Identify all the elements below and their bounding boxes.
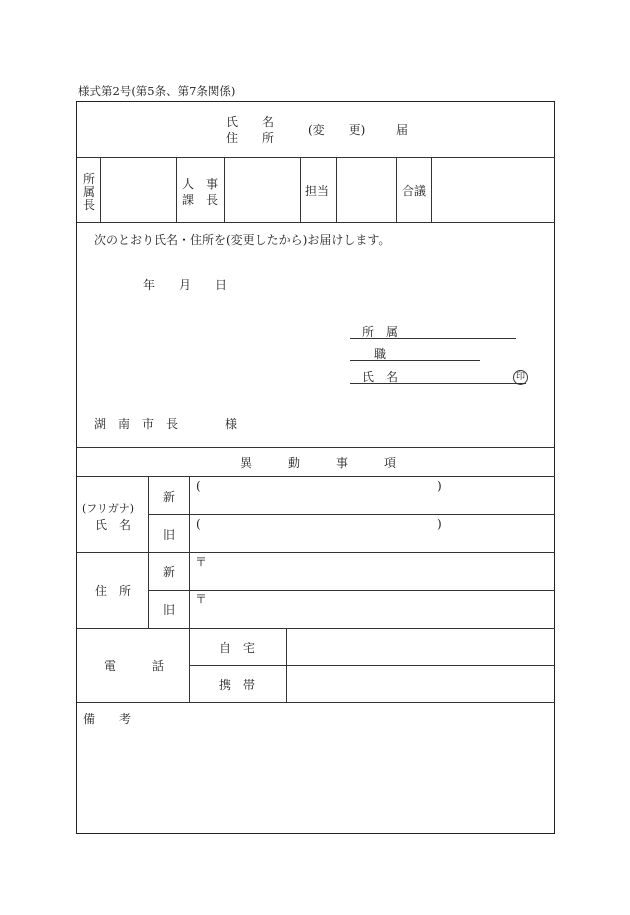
furigana-label: (フリガナ) (82, 502, 135, 515)
rule-address-new-old (148, 590, 555, 591)
name-new-label: 新 (163, 490, 176, 504)
title-address: 住 所 (226, 131, 275, 145)
rule-approval-bottom (77, 222, 555, 223)
approval-divider-4 (300, 158, 301, 222)
name-old-paren-close: ) (437, 517, 442, 531)
approval-divider-7 (431, 158, 432, 222)
name-old-label: 旧 (163, 528, 176, 542)
title-change: (変 更) (308, 123, 366, 137)
rule-address-bottom (77, 628, 555, 629)
changes-label-divider (148, 477, 149, 628)
mobile-phone-label: 携 帯 (219, 678, 256, 692)
address-new-label: 新 (163, 565, 176, 579)
dept-head-char-2: 属 (83, 185, 96, 199)
affiliation-underline (350, 338, 516, 339)
phone-type-divider (286, 629, 287, 702)
approval-divider-5 (336, 158, 337, 222)
honorific: 様 (225, 417, 238, 431)
rule-phone-bottom (77, 702, 555, 703)
applicant-name-label: 氏 名 (362, 370, 399, 384)
name-new-paren-close: ) (437, 479, 442, 493)
rule-phone-middle (189, 665, 555, 666)
name-old-paren-open: ( (196, 517, 201, 531)
position-label: 職 (374, 347, 387, 361)
home-phone-label: 自 宅 (219, 641, 256, 655)
name-label: 氏 名 (95, 518, 132, 532)
position-underline (350, 360, 480, 361)
approval-divider-1 (100, 158, 101, 222)
applicant-name-underline (350, 383, 526, 384)
changes-newold-divider (189, 477, 190, 628)
name-new-paren-open: ( (196, 479, 201, 493)
rule-name-new-old (148, 514, 555, 515)
consult-label: 合議 (402, 184, 427, 198)
approval-divider-2 (176, 158, 177, 222)
in-charge-label: 担当 (305, 184, 330, 198)
statement-text: 次のとおり氏名・住所を(変更したから)お届けします。 (94, 233, 391, 247)
rule-body-bottom (77, 447, 555, 448)
hr-head-label-2: 課 長 (182, 193, 219, 207)
postal-mark-new: 〒 (195, 555, 208, 569)
dept-head-char-3: 長 (83, 198, 96, 212)
rule-title-bottom (77, 157, 555, 158)
remarks-label: 備 考 (83, 712, 132, 726)
phone-label: 電 話 (104, 659, 165, 673)
seal-icon: 印 (513, 370, 528, 385)
hr-head-label-1: 人 事 (182, 177, 219, 191)
approval-divider-3 (224, 158, 225, 222)
changes-header: 異 動 事 項 (240, 456, 397, 470)
dept-head-char-1: 所 (83, 172, 96, 186)
form-number-label: 様式第2号(第5条、第7条関係) (78, 84, 236, 98)
address-old-label: 旧 (163, 603, 176, 617)
addressee: 湖 南 市 長 (94, 417, 179, 431)
phone-label-divider (189, 629, 190, 702)
title-name: 氏 名 (226, 115, 275, 129)
address-label: 住 所 (95, 584, 132, 598)
approval-divider-6 (396, 158, 397, 222)
postal-mark-old: 〒 (195, 592, 208, 606)
title-notice: 届 (396, 123, 409, 137)
affiliation-label: 所 属 (362, 325, 399, 339)
date-line: 年 月 日 (143, 278, 228, 292)
